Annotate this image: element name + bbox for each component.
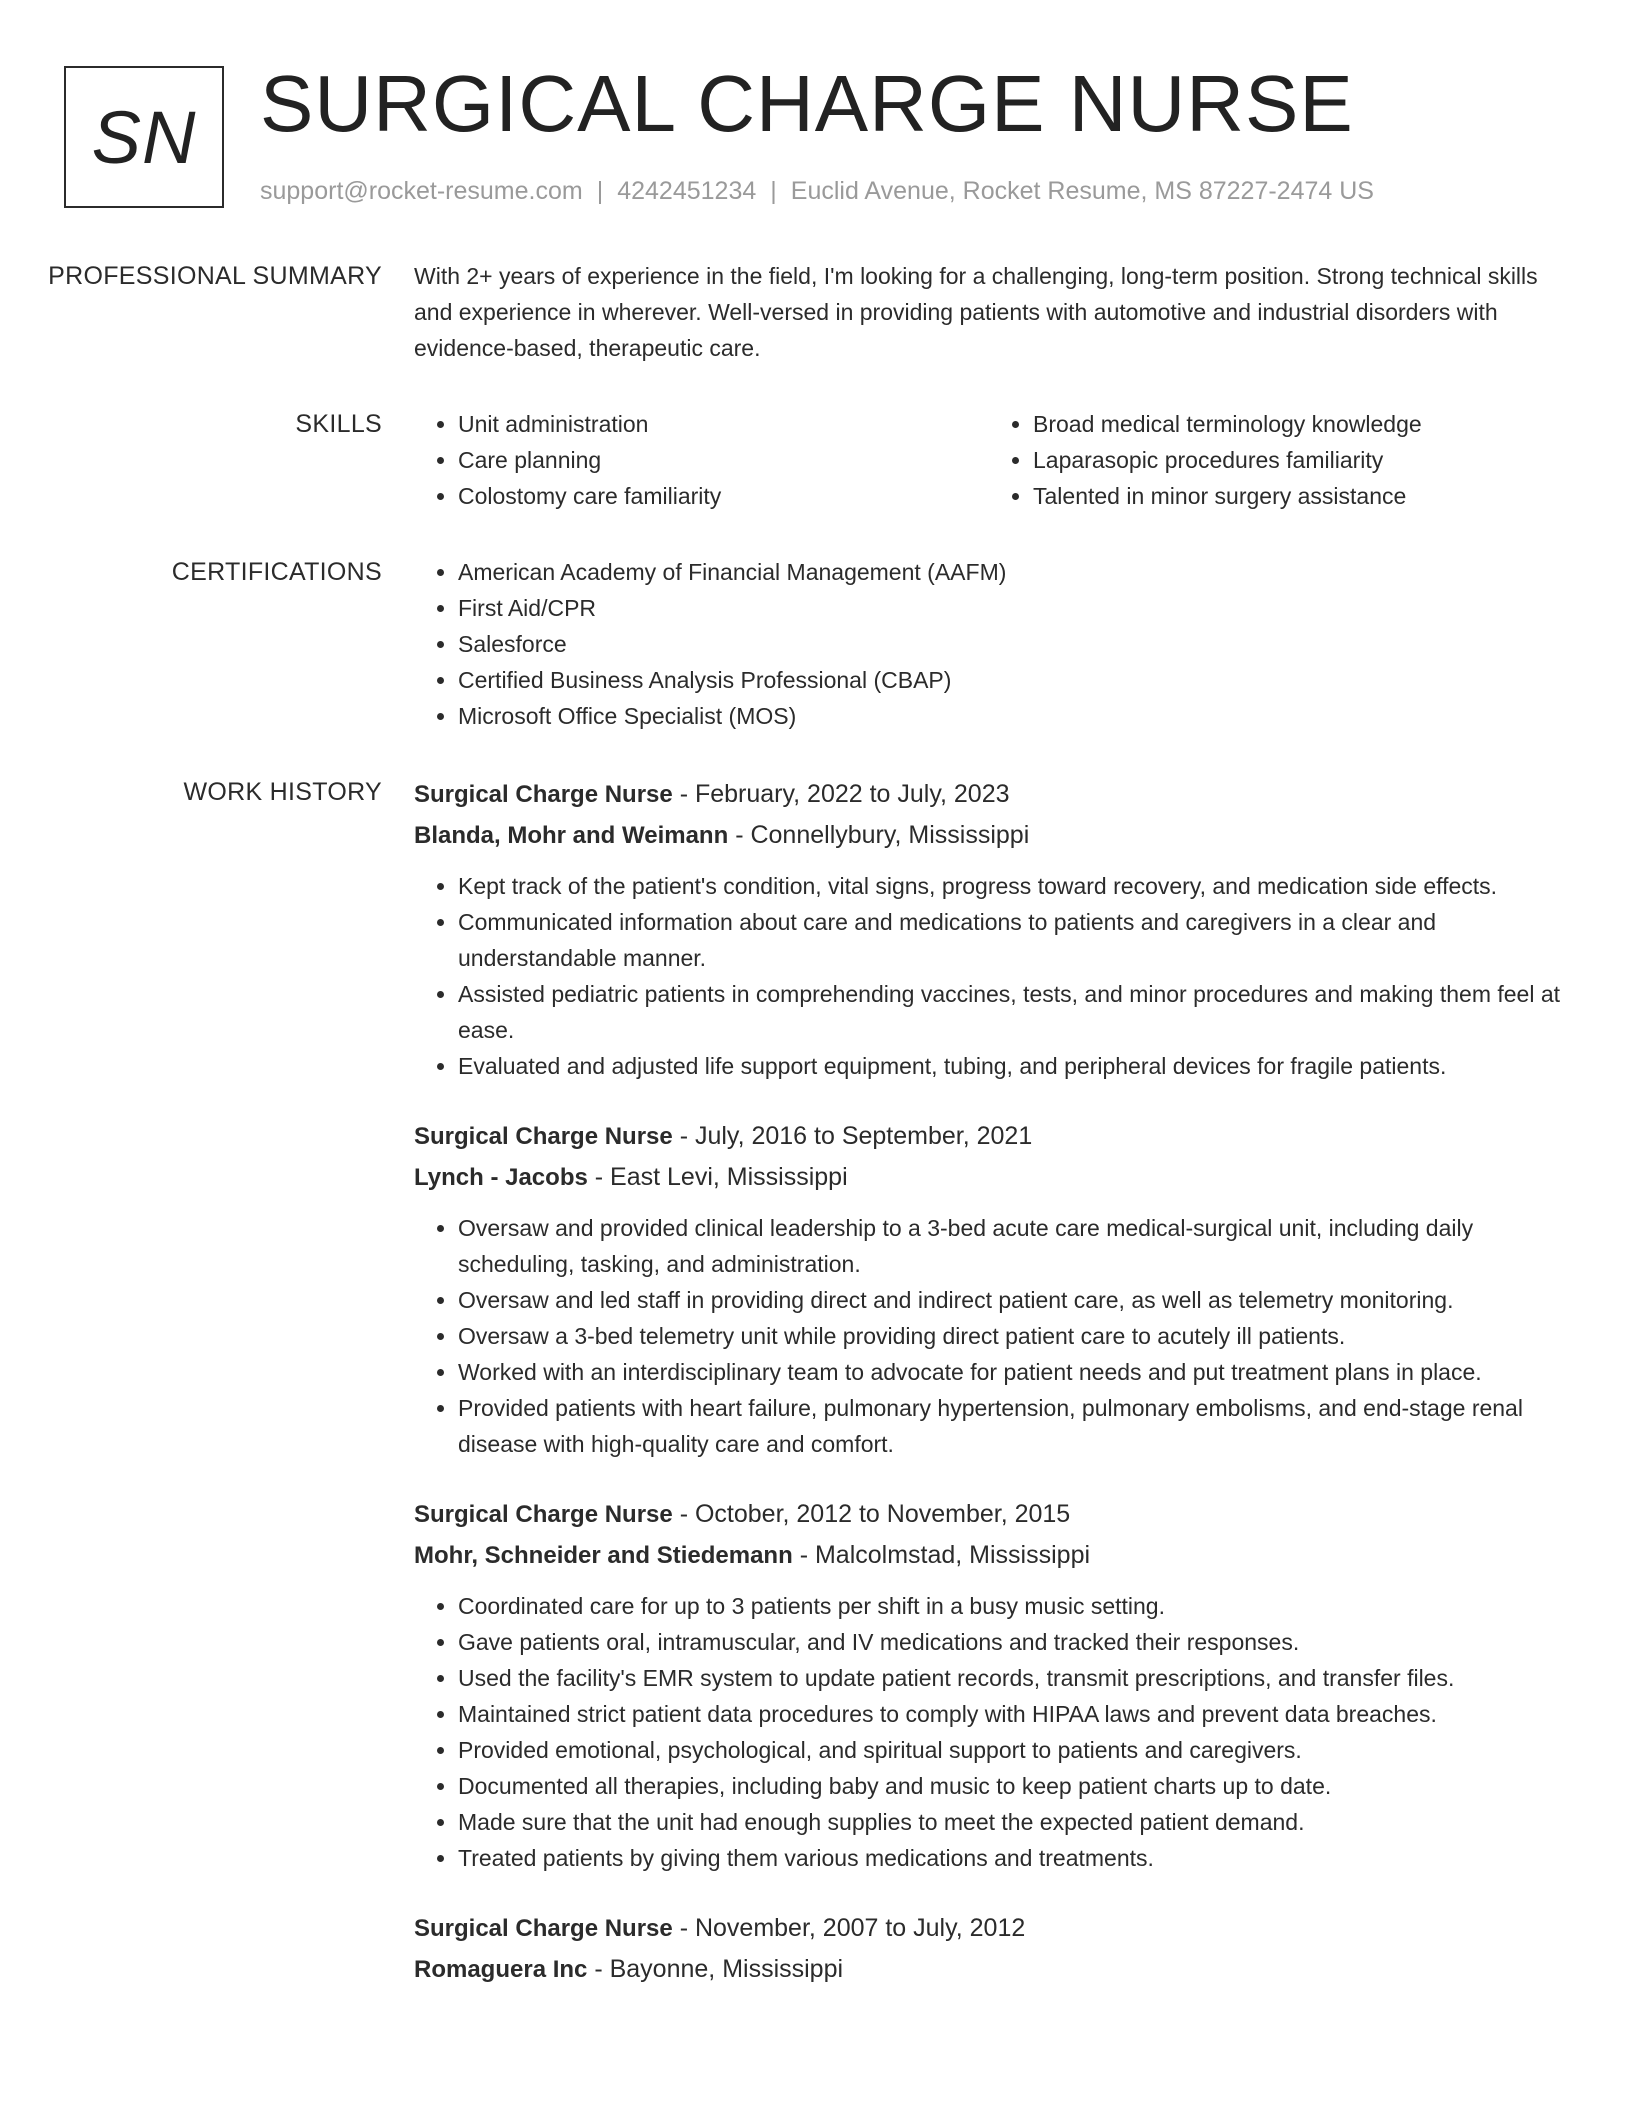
resume-sections [0,258,1632,2030]
job-title: Surgical Charge Nurse [414,1915,673,1942]
monogram-logo: SN [64,66,224,208]
job-company-line [414,1949,1564,1990]
job-duty: • Assisted pediatric patients in comprehending vaccines, tests, and minor procedures and making them feel at ease. [458,976,1564,1048]
section-body [414,258,1564,366]
job-title-line [414,774,1564,815]
job-dates: - February, 2022 to July, 2023 [672,780,1010,808]
job-duty: • Evaluated and adjusted life support equipment, tubing, and peripheral devices for fragile patients. [458,1048,1564,1084]
skill-item: • Talented in minor surgery assistance [1033,478,1564,514]
job-location: - East Levi, Mississippi [587,1163,848,1191]
skills-grid [414,406,1564,514]
resume-title: SURGICAL CHARGE NURSE [260,59,1354,148]
certification-item: • American Academy of Financial Management (AAFM) [458,554,1564,590]
section-label: CERTIFICATIONS [171,558,382,586]
section-body [414,774,1564,1990]
contact-line [260,174,1374,208]
job-company-line [414,1157,1564,1198]
job-duty: • Gave patients oral, intramuscular, and IV medications and tracked their responses. [458,1624,1564,1660]
contact-email: support@rocket-resume.com [260,177,583,205]
job-duty: • Communicated information about care and medications to patients and caregivers in a clear and understandable manner. [458,904,1564,976]
job-title: Surgical Charge Nurse [414,1501,673,1528]
section-label: PROFESSIONAL SUMMARY [48,262,382,290]
job-duty: • Documented all therapies, including baby and music to keep patient charts up to date. [458,1768,1564,1804]
skill-item: • Unit administration [458,406,989,442]
job-company: Blanda, Mohr and Weimann [414,822,729,849]
certification-item: • Certified Business Analysis Professional (CBAP) [458,662,1564,698]
section-certifications [0,554,1632,734]
skill-item: • Broad medical terminology knowledge [1033,406,1564,442]
certification-item: • First Aid/CPR [458,590,1564,626]
job-entry [414,1908,1564,1990]
job-company-line [414,1535,1564,1576]
certifications-list [414,554,1564,734]
job-company-line [414,815,1564,856]
job-location: - Bayonne, Mississippi [587,1955,844,1983]
certification-item: • Microsoft Office Specialist (MOS) [458,698,1564,734]
section-label: SKILLS [295,410,382,438]
skills-column-1 [414,406,989,514]
section-body [414,554,1564,734]
job-duty: • Made sure that the unit had enough supplies to meet the expected patient demand. [458,1804,1564,1840]
job-duty: • Coordinated care for up to 3 patients per shift in a busy music setting. [458,1588,1564,1624]
job-title: Surgical Charge Nurse [414,781,673,808]
job-dates: - July, 2016 to September, 2021 [672,1122,1033,1150]
job-duty: • Used the facility's EMR system to update patient records, transmit prescriptions, and transfer files. [458,1660,1564,1696]
job-company: Mohr, Schneider and Stiedemann [414,1542,793,1569]
skills-column-2 [989,406,1564,514]
job-duty: • Oversaw and led staff in providing direct and indirect patient care, as well as telemetry monitoring. [458,1282,1564,1318]
job-entry [414,1116,1564,1462]
skill-item: • Care planning [458,442,989,478]
skill-item: • Colostomy care familiarity [458,478,989,514]
section-work-history [0,774,1632,1990]
job-company: Lynch - Jacobs [414,1164,588,1191]
job-title-line [414,1494,1564,1535]
job-duty: • Worked with an interdisciplinary team to advocate for patient needs and put treatment plans in place. [458,1354,1564,1390]
job-dates: - November, 2007 to July, 2012 [672,1914,1026,1942]
job-duties [414,1588,1564,1876]
summary-text: With 2+ years of experience in the field, I'm looking for a challenging, long-term position. Strong technical skills and experience in wherever. Well-versed in providing patients with automotive and industrial disorders with evidence-based, therapeutic care. [414,263,1538,361]
job-title: Surgical Charge Nurse [414,1123,673,1150]
job-location: - Connellybury, Mississippi [728,821,1030,849]
job-location: - Malcolmstad, Mississippi [792,1541,1091,1569]
job-duty: • Oversaw and provided clinical leadership to a 3-bed acute care medical-surgical unit, including daily scheduling, tasking, and administration. [458,1210,1564,1282]
job-entry [414,774,1564,1084]
job-duty: • Kept track of the patient's condition, vital signs, progress toward recovery, and medication side effects. [458,868,1564,904]
job-title-line [414,1116,1564,1157]
job-company: Romaguera Inc [414,1956,588,1983]
job-duty: • Provided patients with heart failure, pulmonary hypertension, pulmonary embolisms, and end-stage renal disease with high-quality care and comfort. [458,1390,1564,1462]
contact-separator: | [770,177,777,205]
skill-item: • Laparasopic procedures familiarity [1033,442,1564,478]
job-duty: • Maintained strict patient data procedures to comply with HIPAA laws and prevent data breaches. [458,1696,1564,1732]
contact-address: Euclid Avenue, Rocket Resume, MS 87227-2474 US [790,177,1374,205]
job-duty: • Provided emotional, psychological, and spiritual support to patients and caregivers. [458,1732,1564,1768]
section-label: WORK HISTORY [183,778,382,806]
job-duties [414,868,1564,1084]
job-duties [414,1210,1564,1462]
section-professional-summary [0,258,1632,366]
contact-phone: 4242451234 [617,177,757,205]
contact-separator: | [596,177,604,205]
job-dates: - October, 2012 to November, 2015 [672,1500,1071,1528]
job-title-line [414,1908,1564,1949]
job-duty: • Treated patients by giving them various medications and treatments. [458,1840,1564,1876]
certification-item: • Salesforce [458,626,1564,662]
job-duty: • Oversaw a 3-bed telemetry unit while providing direct patient care to acutely ill patients. [458,1318,1564,1354]
job-entry [414,1494,1564,1876]
section-skills [0,406,1632,514]
